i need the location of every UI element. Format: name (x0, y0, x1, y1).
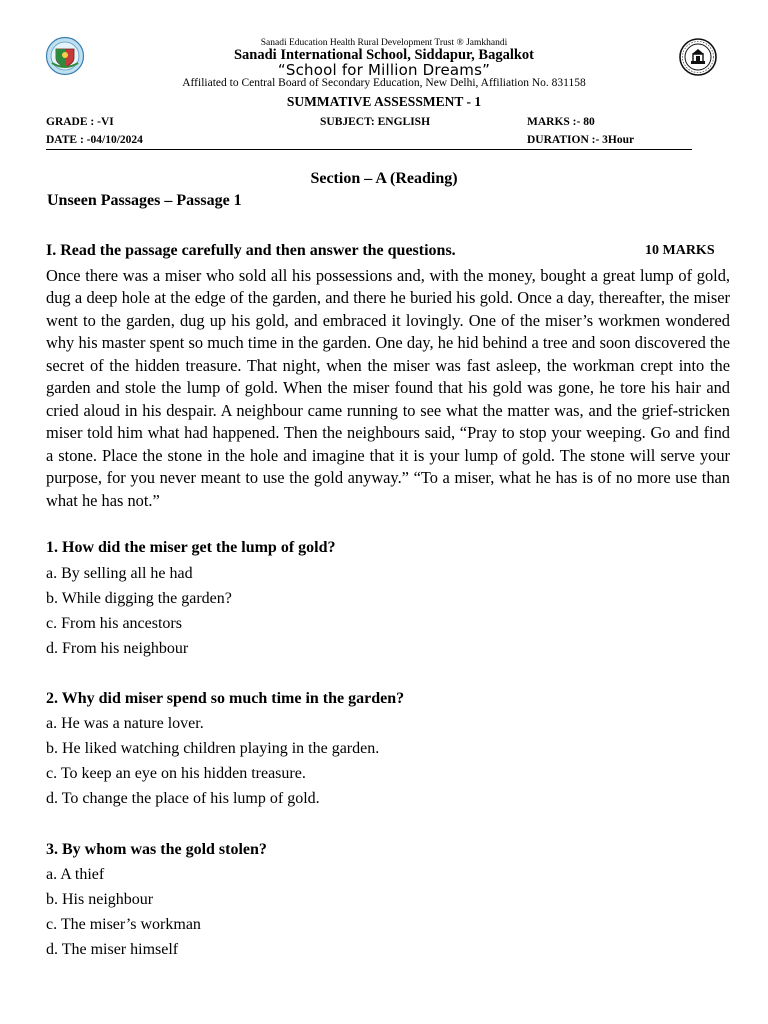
question-3-option-b: b. His neighbour (46, 891, 154, 908)
question-2-option-d: d. To change the place of his lump of gold. (46, 790, 320, 807)
question-1: 1. How did the miser get the lump of gold? (46, 539, 336, 556)
question-2-option-c: c. To keep an eye on his hidden treasure. (46, 765, 306, 782)
school-emblem-icon (45, 36, 85, 76)
duration-label: DURATION :- 3Hour (527, 134, 635, 146)
question-1-option-c: c. From his ancestors (46, 615, 182, 632)
instruction: I. Read the passage carefully and then answer the questions. (46, 242, 456, 259)
school-name: Sanadi International School, Siddapur, Bagalkot (233, 47, 535, 63)
grade-label: GRADE : -VI (46, 116, 114, 128)
school-motto: “School for Million Dreams” (277, 61, 491, 79)
reading-passage: Once there was a miser who sold all his possessions and, with the money, bought a great lump of gold, dug a deep hole at the edge of the garden, and there he buried his gold. Once a day, thereafter, the miser went to the garden, dug up his gold, and embraced it lovingly. One of the miser’s workmen wondered why his master spent so much time in the garden. One day, he hid behind a tree and soon discovered the secret of the hidden treasure. That night, when the miser was fast asleep, the workman crept into the garden and stole the lump of gold. When the miser found that his gold was gone, he tore his hair and cried aloud in his despair. A neighbour came running to see what the matter was, and the grief-stricken miser told him what had happened. Then the neighbours said, “Pray to stop your weeping. Go and find a stone. Place the stone in the hole and imagine that it is your lump of gold. The stone will serve your purpose, for you never meant to use the gold anyway.” “To a miser, what he has is of no more use than what he has not.” (46, 266, 730, 510)
section-marks: 10 MARKS (645, 243, 715, 258)
question-3-option-a: a. A thief (46, 866, 105, 883)
question-3-option-c: c. The miser’s workman (46, 916, 201, 933)
question-2-option-a: a. He was a nature lover. (46, 715, 204, 732)
marks-label: MARKS :- 80 (527, 116, 595, 128)
date-label: DATE : -04/10/2024 (46, 134, 143, 146)
question-2-option-b: b. He liked watching children playing in the garden. (46, 740, 380, 757)
exam-title: SUMMATIVE ASSESSMENT - 1 (286, 94, 482, 109)
section-title: Section – A (Reading) (310, 170, 458, 187)
trust-name: Sanadi Education Health Rural Development Trust ® Jamkhandi (260, 38, 508, 48)
question-3: 3. By whom was the gold stolen? (46, 841, 267, 858)
passage-title: Unseen Passages – Passage 1 (47, 192, 242, 209)
question-2: 2. Why did miser spend so much time in the garden? (46, 690, 405, 707)
cbse-emblem-icon (678, 37, 718, 77)
affiliation-line: Affiliated to Central Board of Secondary Education, New Delhi, Affiliation No. 831158 (182, 77, 586, 89)
question-1-option-a: a. By selling all he had (46, 565, 193, 582)
question-3-option-d: d. The miser himself (46, 941, 179, 958)
question-1-option-d: d. From his neighbour (46, 640, 189, 657)
header-divider (46, 149, 692, 150)
subject-label: SUBJECT: ENGLISH (320, 116, 431, 128)
question-1-option-b: b. While digging the garden? (46, 590, 232, 607)
